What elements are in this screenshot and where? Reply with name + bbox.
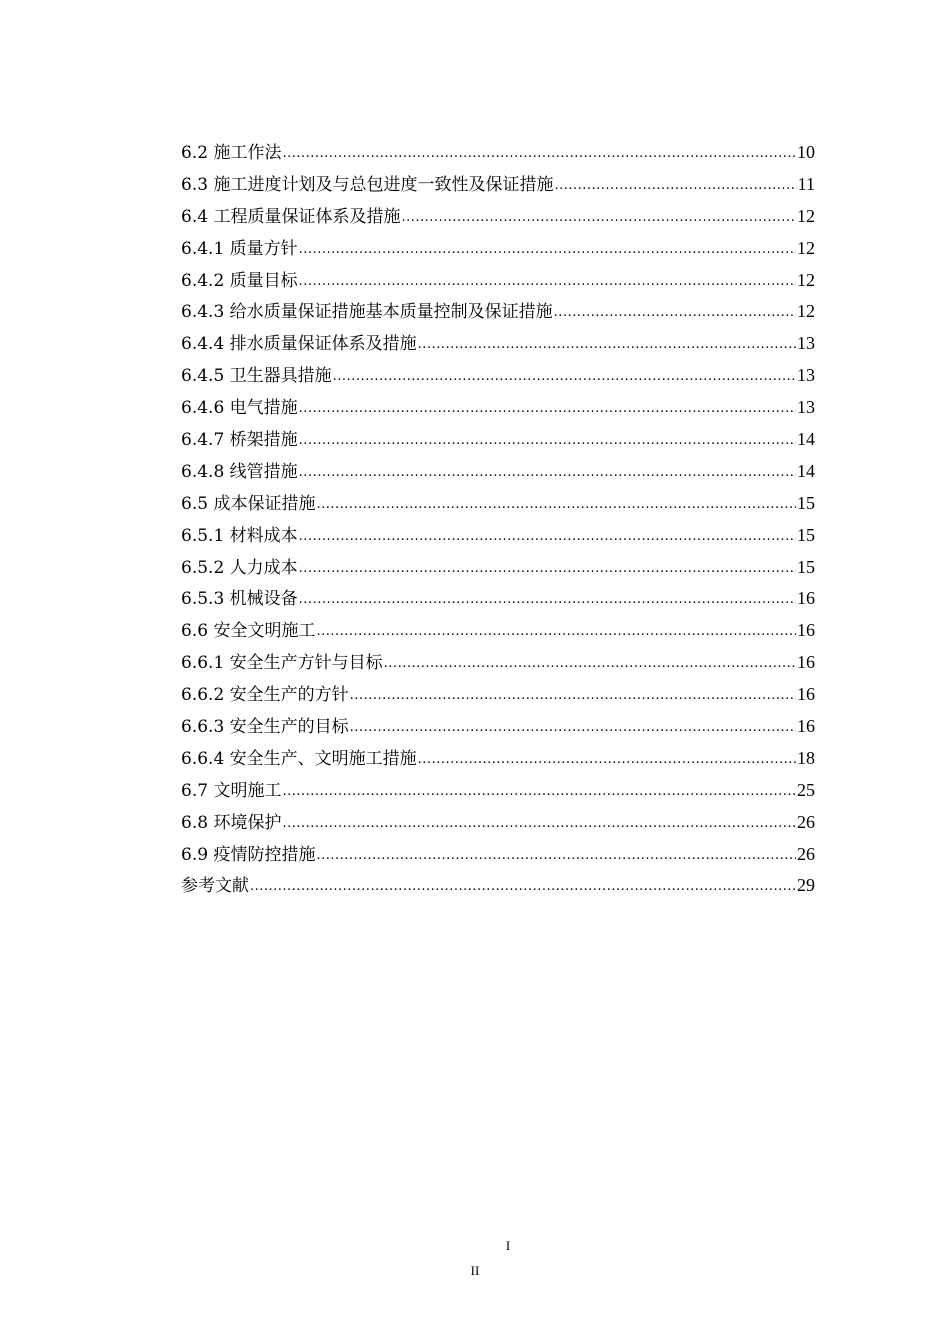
toc-entry[interactable]	[181, 296, 815, 328]
toc-entry-page: 15	[797, 556, 815, 577]
toc-entry-page: 29	[797, 875, 815, 896]
toc-dot-leader	[554, 297, 796, 329]
toc-entry[interactable]	[181, 870, 815, 902]
toc-entry[interactable]	[181, 201, 815, 233]
toc-entry-title: 6.4.5 卫生器具措施	[181, 366, 332, 387]
toc-entry-page: 16	[797, 716, 815, 737]
toc-entry[interactable]	[181, 583, 815, 615]
toc-entry[interactable]	[181, 711, 815, 743]
toc-entry-title: 6.4.6 电气措施	[181, 398, 298, 419]
toc-entry-title: 6.5.3 机械设备	[181, 589, 298, 610]
toc-entry-title: 6.5.2 人力成本	[181, 557, 298, 578]
toc-dot-leader	[299, 553, 796, 585]
page-number-ii: II	[470, 1263, 480, 1278]
toc-entry-title: 参考文献	[181, 876, 249, 897]
toc-entry-title: 6.4.8 线管措施	[181, 461, 298, 482]
toc-dot-leader	[384, 648, 796, 680]
toc-dot-leader	[299, 521, 796, 553]
toc-dot-leader	[350, 680, 796, 712]
toc-entry[interactable]	[181, 456, 815, 488]
toc-entry-page: 12	[797, 269, 815, 290]
toc-entry[interactable]	[181, 137, 815, 169]
toc-dot-leader	[282, 808, 796, 840]
toc-entry-title: 6.7 文明施工	[181, 780, 282, 801]
toc-entry-page: 12	[797, 205, 815, 226]
toc-dot-leader	[418, 744, 796, 776]
toc-entry-page: 16	[797, 684, 815, 705]
toc-entry[interactable]	[181, 839, 815, 871]
toc-entry-title: 6.5 成本保证措施	[181, 493, 316, 514]
toc-entry[interactable]	[181, 807, 815, 839]
toc-entry[interactable]	[181, 424, 815, 456]
toc-entry-page: 13	[797, 365, 815, 386]
toc-entry-page: 15	[797, 524, 815, 545]
toc-entry[interactable]	[181, 679, 815, 711]
toc-entry-title: 6.8 环境保护	[181, 812, 282, 833]
toc-entry-page: 16	[797, 652, 815, 673]
toc-entry[interactable]	[181, 488, 815, 520]
toc-entry-title: 6.2 施工作法	[181, 143, 282, 163]
toc-dot-leader	[333, 361, 796, 393]
toc-entry[interactable]	[181, 520, 815, 552]
toc-entry-title: 6.4.7 桥架措施	[181, 430, 298, 451]
toc-dot-leader	[350, 712, 796, 744]
toc-entry-title: 6.6.1 安全生产方针与目标	[181, 653, 383, 674]
toc-entry-title: 6.3 施工进度计划及与总包进度一致性及保证措施	[181, 174, 554, 195]
toc-dot-leader	[401, 202, 796, 234]
toc-entry-title: 6.6.3 安全生产的目标	[181, 717, 349, 738]
toc-entry-title: 6.6.2 安全生产的方针	[181, 685, 349, 706]
toc-entry[interactable]	[181, 615, 815, 647]
toc-dot-leader	[299, 393, 796, 425]
toc-entry-page: 12	[797, 237, 815, 258]
toc-entry-title: 6.6.4 安全生产、文明施工措施	[181, 748, 417, 769]
toc-dot-leader	[299, 425, 796, 457]
toc-entry-page: 13	[797, 333, 815, 354]
toc-entry-page: 26	[797, 811, 815, 832]
toc-dot-leader	[316, 840, 796, 872]
toc-entry[interactable]	[181, 775, 815, 807]
toc-entry-page: 13	[797, 397, 815, 418]
toc-entry-page: 10	[797, 142, 815, 162]
toc-entry[interactable]	[181, 265, 815, 297]
toc-entry[interactable]	[181, 233, 815, 265]
toc-dot-leader	[299, 266, 796, 298]
toc-entry-title: 6.4.1 质量方针	[181, 238, 298, 259]
toc-entry-page: 15	[797, 492, 815, 513]
toc-entry-page: 11	[797, 173, 815, 194]
toc-dot-leader	[282, 776, 796, 808]
toc-entry-page: 12	[797, 301, 815, 322]
toc-entry-title: 6.4.4 排水质量保证体系及措施	[181, 334, 417, 355]
toc-entry[interactable]	[181, 743, 815, 775]
toc-entry-page: 16	[797, 588, 815, 609]
toc-dot-leader	[554, 170, 796, 202]
toc-entry-page: 18	[797, 747, 815, 768]
toc-dot-leader	[299, 234, 796, 266]
toc-entry[interactable]	[181, 169, 815, 201]
toc-entry-title: 6.5.1 材料成本	[181, 525, 298, 546]
toc-dot-leader	[299, 457, 796, 489]
table-of-contents	[181, 137, 815, 902]
toc-entry-title: 6.6 安全文明施工	[181, 621, 316, 642]
toc-dot-leader	[250, 871, 796, 903]
toc-dot-leader	[418, 329, 796, 361]
toc-entry-page: 14	[797, 429, 815, 450]
toc-entry-title: 6.4.3 给水质量保证措施基本质量控制及保证措施	[181, 302, 553, 323]
toc-entry-page: 25	[797, 779, 815, 800]
toc-entry[interactable]	[181, 552, 815, 584]
toc-dot-leader	[282, 138, 796, 170]
toc-dot-leader	[316, 616, 796, 648]
toc-entry-page: 16	[797, 620, 815, 641]
toc-entry[interactable]	[181, 360, 815, 392]
toc-entry-page: 14	[797, 460, 815, 481]
toc-dot-leader	[316, 489, 796, 521]
page-number-i: I	[505, 1238, 511, 1253]
toc-entry-page: 26	[797, 843, 815, 864]
toc-entry-title: 6.4 工程质量保证体系及措施	[181, 206, 401, 227]
toc-entry[interactable]	[181, 647, 815, 679]
toc-entry[interactable]	[181, 392, 815, 424]
toc-entry[interactable]	[181, 328, 815, 360]
toc-dot-leader	[299, 584, 796, 616]
toc-entry-title: 6.9 疫情防控措施	[181, 844, 316, 865]
toc-entry-title: 6.4.2 质量目标	[181, 270, 298, 291]
